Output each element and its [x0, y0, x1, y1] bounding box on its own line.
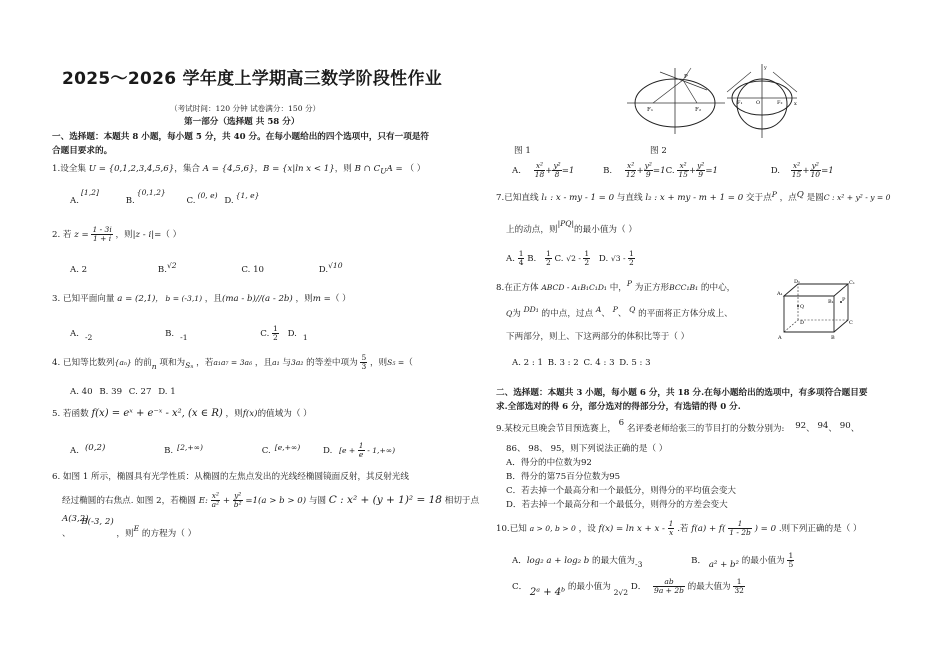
question-2-options: A. 2 B.√2 C. 10 D.√10: [70, 261, 343, 275]
question-9-option-a: A．得分的中位数为92: [506, 458, 592, 468]
section-two-heading-2: 求.全部选对的得 6 分，部分选对的得部分分，有选错的得 0 分.: [496, 402, 741, 412]
section-one-heading-1: 一、选择题：本题共 8 小题，每小题 5 分，共 40 分。在每小题给出的四个选项中，只有一项是符: [52, 132, 430, 142]
figure-1-caption: 图 1: [514, 146, 531, 156]
exam-info: （考试时间：120 分钟 试卷满分：150 分）: [170, 104, 321, 113]
question-3-options: A. -2 B. -1 C. $\frac{1}{2}$ D. 1: [70, 324, 308, 342]
figure-2-label-f2: F₂: [777, 100, 783, 106]
question-6-line-4: 、 B(-3, 2) ，则E 的方程为（ ）: [62, 517, 197, 539]
question-6-line-2: 经过椭圆的右焦点. 如图 2，若椭圆 E: $\frac{\text{x²}}{\text{a²}}$ + $\frac{\text{y²}}{\text{b²}}$ =1(a > b > 0) 与圆 C : x² + (y + 1)² = 18 相切于点: [62, 491, 480, 509]
section-two-heading-1: 二、选择题：本题共 3 小题，每小题 6 分，共 18 分.在每小题给出的选项中，有多项符合题目要: [496, 388, 868, 398]
question-1-stem: 1.设全集 U = {0,1,2,3,4,5,6}，集合 A = {4,5,6}，B = {x|ln x < 1}，则 B ∩ $C_UA$ = （ ）: [52, 164, 426, 176]
question-2-stem: 2. 若 z = $\frac{1 - 3i}{1 + i}$ ，则|z - i|=（ ）: [52, 225, 182, 243]
figure-2-label-x: x: [794, 101, 797, 107]
cube-label-b: B: [831, 335, 835, 341]
cube-label-d1: D₁: [794, 279, 801, 285]
figure-2-ellipse-circle: [725, 62, 800, 140]
figure-1-label-p: P: [684, 74, 688, 80]
question-10-options-cd: C． 2ᵃ + 4ᵇ 的最小值为 2√2 D． $\frac{ab}{9a + 2b}$ 的最大值为 $\frac{1}{32}$: [512, 577, 744, 598]
question-7-stem: 7.已知直线 l₁ : x - my - 1 = 0 与直线 l₂ : x + my - m + 1 = 0 交于点P ，点Q 是圆C : x² + y² - y = 0: [496, 190, 891, 203]
question-9-line-2: 86、 98、 95，则下列说法正确的是（ ）: [506, 444, 668, 454]
question-9-stem: 9.某校元旦晚会节目预选赛上， 6 名评委老师给张三的节目打的分数分别为: 92、 94、 90、: [496, 418, 860, 434]
question-9-option-d: D．若去掉一个最高分和一个最低分，则得分的方差会变大: [506, 500, 728, 510]
question-10-stem: 10.已知 a > 0, b > 0 ，设 f(x) = ln x + x - $\frac{1}{x}$ .若 f(a) + f( $\frac{1}{1 - 2b}$ ) = 0 .则下列正确的是（ ）: [496, 519, 862, 537]
question-9-option-b: B．得分的第75百分位数为95: [506, 472, 621, 482]
question-8-options: A. 2 : 1 B. 3 : 2 C. 4 : 3 D. 5 : 3: [512, 358, 651, 368]
question-7-line-2: 上的动点，则|PQ|的最小值为（ ）: [506, 219, 637, 235]
question-4-stem: 4. 已知等比数列{aₙ} 的前n 项和为Sₙ ，若a₁a₇ = 3a₆ ，且a₁ 与3a₂ 的等差中项为 $\frac{5}{3}$ ，则S₅ =（: [52, 353, 413, 371]
question-6-line-3: A(3,2): [62, 514, 89, 524]
question-1-options: A.[1,2] B.{0,1,2} C.(0, e) D.{1, e}: [70, 188, 260, 206]
question-9-option-c: C．若去掉一个最高分和一个最低分，则得分的平均值会变大: [506, 486, 737, 496]
figure-1-label-f2: F₂: [695, 107, 702, 113]
question-8-line-2: Q为 DD₁ 的中点，过点 A、 P、 Q 的平面将正方体分成上、: [506, 305, 733, 319]
question-3-stem: 3. 已知平面向量 a = (2,1)， b = (-3,1) ，且(ma - b)//(a - 2b) ，则m =（ ）: [52, 294, 351, 304]
cube-label-a: A: [778, 335, 782, 341]
figure-2-label-y: y: [764, 65, 767, 71]
question-7-options: A. $\frac{1}{4}$ B. $\frac{1}{2}$ C. √2 - $\frac{1}{2}$ D. √3 - $\frac{1}{2}$: [506, 249, 634, 267]
figure-2-label-f1: F₁: [737, 100, 743, 106]
part-one-heading: 第一部分（选择题 共 58 分）: [184, 117, 300, 127]
cube-figure: [776, 278, 856, 342]
cube-label-b1: B₁: [828, 299, 834, 305]
page-title: 2025～2026 学年度上学期高三数学阶段性作业: [62, 69, 443, 89]
cube-label-a1: A₁: [777, 291, 783, 297]
figure-1-label-f1: F₁: [647, 107, 654, 113]
cube-label-q: Q: [800, 304, 805, 310]
question-5-options: A. (0,2) B. [2,+∞) C. [e,+∞) D. [e + $\frac{1}{e}$ - 1,+∞): [70, 441, 396, 459]
question-5-stem: 5. 若函数 f(x) = eˣ + e⁻ˣ - x², (x ∈ R) ，则f(x)的值域为（ ）: [52, 408, 312, 419]
figure-2-caption: 图 2: [650, 146, 667, 156]
figure-1-ellipse: [625, 66, 730, 136]
question-6-line-1: 6. 如图 1 所示，椭圆具有光学性质：从椭圆的左焦点发出的光线经椭圆镜面反射，其反射光线: [52, 472, 410, 482]
question-4-options: A. 40 B. 39 C. 27 D. 1: [70, 387, 176, 397]
cube-label-c1: C₁: [849, 280, 855, 286]
question-6-options: A. $\frac{\text{x²}}{18}$ + $\frac{\text{y²}}{8}$ =1 B. $\frac{\text{x²}}{12}$ + $\frac{\text{y²}}{9}$ =1C. $\frac{\text{x²}}{15}$ + $\frac{\text{y²}}{9}$ =1 D. $\frac{\text{x²}}{15}$ + $\frac{\text{y²}}{10}$ =1: [512, 161, 834, 179]
question-8-line-3: 下两部分，则上、下这两部分的体积比等于（ ）: [506, 332, 690, 342]
question-8-stem: 8.在正方体 ABCD - A₁B₁C₁D₁ 中，P 为正方形BCC₁B₁ 的中心，: [496, 279, 736, 293]
cube-label-c: C: [849, 320, 853, 326]
cube-label-p: P: [842, 297, 846, 303]
question-10-options-ab: A．log₂ a + log₂ b 的最大值为-3 B． a² + b² 的最小值为 $\frac{1}{5}$: [512, 551, 794, 570]
cube-label-d: D: [800, 320, 805, 326]
figure-2-label-o: O: [756, 100, 761, 106]
section-one-heading-2: 合题目要求的。: [52, 146, 113, 156]
